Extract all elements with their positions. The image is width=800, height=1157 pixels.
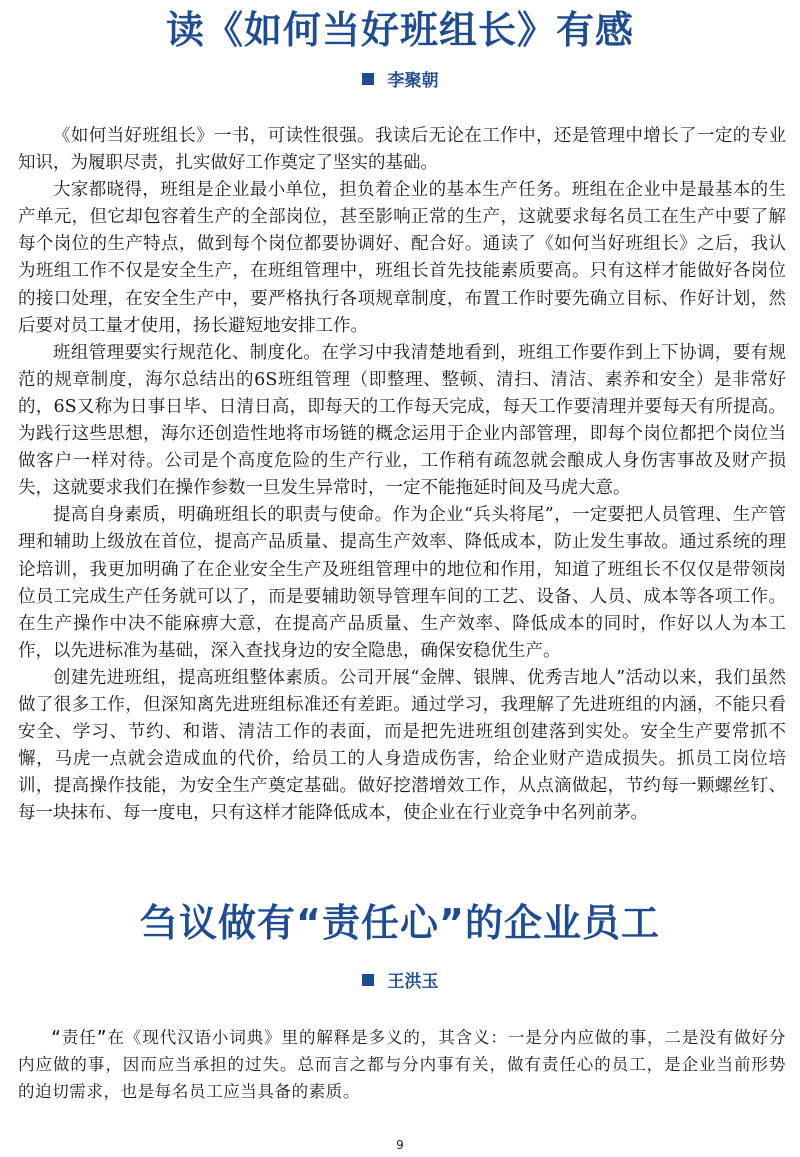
paragraph: 大家都晓得，班组是企业最小单位，担负着企业的基本生产任务。班组在企业中是最基本的生产单元，但它却包容着生产的全部岗位，甚至影响正常的生产，这就要求每名员工在生产中要了解每个岗位的生产特点，做到每个岗位都要协调好、配合好。通读了《如何当好班组长》之后，我认为班组工作不仅是安全生产，在班组管理中，班组长首先技能素质要高。只有这样才能做好各岗位的接口处理，在安全生产中，要严格执行各项规章制度，布置工作时要先确立目标、作好计划，然后要对员工量才使用，扬长避短地安排工作。	[18, 180, 786, 336]
article-1-author-name: 李聚朝	[387, 71, 439, 91]
article-2-author-name: 王洪玉	[387, 972, 439, 992]
article-1-body	[18, 123, 786, 827]
article-2-title: 刍议做有“责任心”的企业员工	[140, 901, 660, 945]
article-1-author	[0, 66, 800, 91]
paragraph: 班组管理要实行规范化、制度化。在学习中我清楚地看到，班组工作要作到上下协调，要有规范的规章制度，海尔总结出的6S班组管理（即整理、整顿、清扫、清洁、素养和安全）是非常好的，6S又称为日事日毕、日清日高，即每天的工作每天完成，每天工作要清理并要每天有所提高。为践行这些思想，海尔还创造性地将市场链的概念运用于企业内部管理，即每个岗位都把个岗位当做客户一样对待。公司是个高度危险的生产行业，工作稍有疏忽就会酿成人身伤害事故及财产损失，这就要求我们在操作参数一旦发生异常时，一定不能拖延时间及马虎大意。	[18, 342, 786, 499]
author-marker-icon	[362, 974, 374, 986]
page-number: 9	[396, 1138, 404, 1152]
author-marker-icon	[362, 73, 374, 85]
article-1-title: 读《如何当好班组长》有感	[165, 8, 634, 52]
paragraph: “责任”在《现代汉语小词典》里的解释是多义的，其含义：一是分内应做的事，二是没有做好分内应做的事，因而应当承担的过失。总而言之都与分内事有关，做有责任心的员工，是企业当前形势的迫切需求，也是每名员工应当具备的素质。	[18, 1028, 786, 1101]
article-2-author	[0, 967, 800, 992]
paragraph: 创建先进班组，提高班组整体素质。公司开展“金牌、银牌、优秀吉地人”活动以来，我们虽然做了很多工作，但深知离先进班组标准还有差距。通过学习，我理解了先进班组的内涵，不能只看安全、学习、节约、和谐、清洁工作的表面，而是把先进班组创建落到实处。安全生产要常抓不懈，马虎一点就会造成血的代价，给员工的人身造成伤害，给企业财产造成损失。抓员工岗位培训，提高操作技能，为安全生产奠定基础。做好挖潜增效工作，从点滴做起，节约每一颗螺丝钉、每一块抹布、每一度电，只有这样才能降低成本，使企业在行业竞争中名列前茅。	[18, 667, 786, 824]
article-2-body	[18, 1024, 786, 1105]
paragraph: 《如何当好班组长》一书，可读性很强。我读后无论在工作中，还是管理中增长了一定的专业知识，为履职尽责，扎实做好工作奠定了坚实的基础。	[18, 126, 786, 174]
paragraph: 提高自身素质，明确班组长的职责与使命。作为企业“兵头将尾”，一定要把人员管理、生产管理和辅助上级放在首位，提高产品质量、提高生产效率、降低成本，防止发生事故。通过系统的理论培训，我更加明确了在企业安全生产及班组管理中的地位和作用，知道了班组长不仅仅是带领岗位员工完成生产任务就可以了，而是要辅助领导管理车间的工艺、设备、人员、成本等各项工作。在生产操作中决不能麻痹大意，在提高产品质量、生产效率、降低成本的同时，作好以人为本工作，以先进标准为基础，深入查找身边的安全隐患，确保安稳优生产。	[18, 505, 786, 661]
